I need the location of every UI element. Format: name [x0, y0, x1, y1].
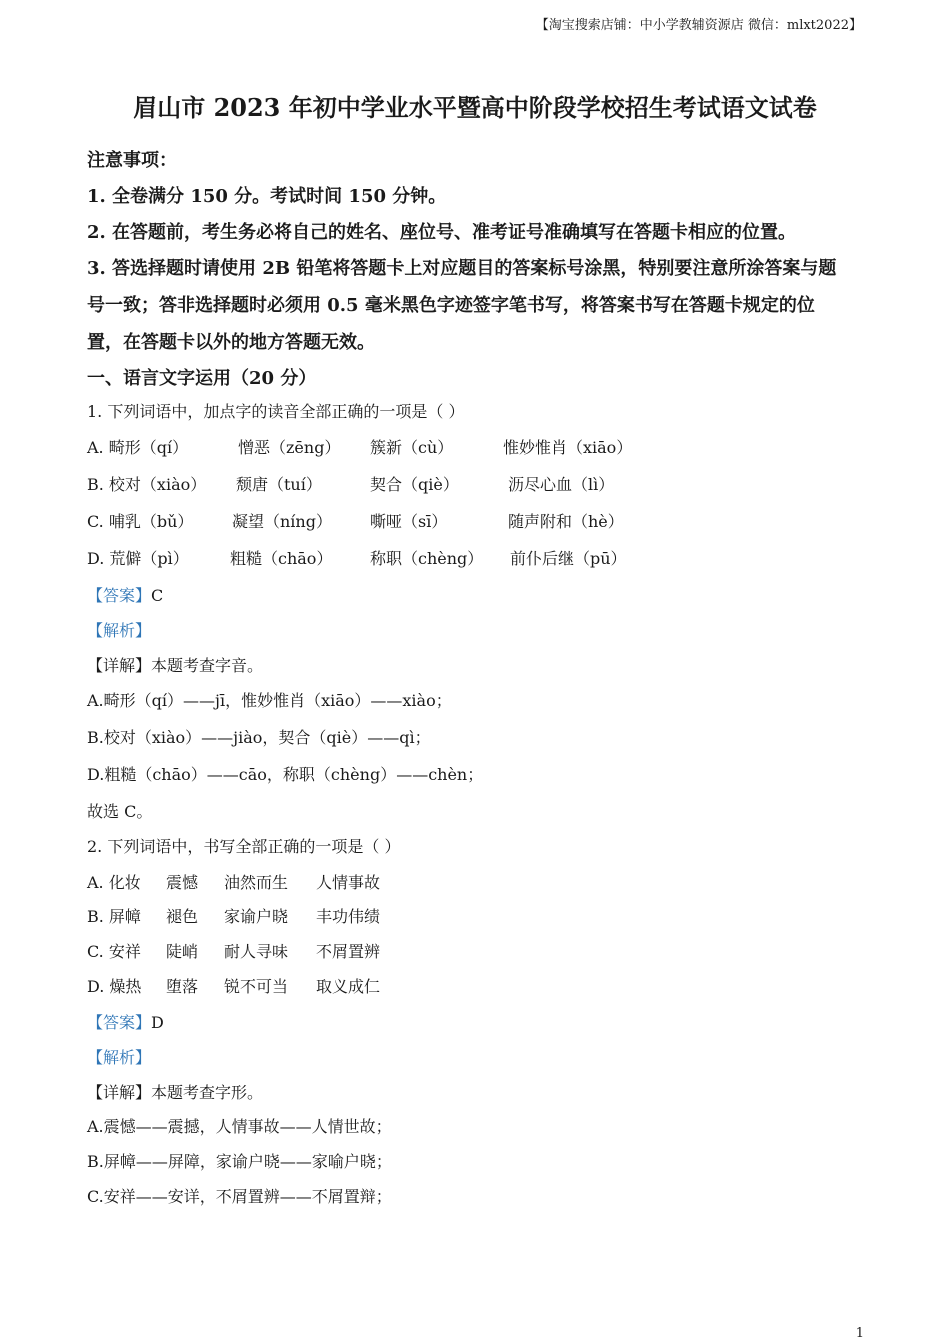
option-word: 沥尽心血（lì）: [508, 475, 615, 494]
option-word: 耐人寻味: [224, 942, 289, 961]
option-word: 憎恶（zēng）: [238, 438, 341, 457]
question-stem: 1. 下列词语中，加点字的读音全部正确的一项是（ ）: [87, 402, 465, 421]
analysis-label: 【解析】: [87, 1048, 152, 1067]
option-word: 粗糙（chāo）: [230, 549, 333, 568]
answer-value: D: [151, 1013, 164, 1032]
option-word: 锐不可当: [224, 977, 289, 996]
section-heading: 一、语言文字运用（20 分）: [87, 368, 317, 389]
option-word: 油然而生: [224, 873, 289, 892]
option-word: D. 燥热: [87, 977, 142, 996]
page-number: 1: [855, 1326, 864, 1341]
detail-line: C.安祥——安详，不屑置辨——不屑置辩；: [87, 1187, 392, 1206]
option-word: 颓唐（tuí）: [236, 475, 322, 494]
option-word: 称职（chèng）: [370, 549, 484, 568]
option-word: 取义成仁: [316, 977, 381, 996]
answer-label: 【答案】: [87, 1013, 152, 1032]
option-word: 契合（qiè）: [370, 475, 459, 494]
option-word: 随声附和（hè）: [508, 512, 624, 531]
analysis-label: 【解析】: [87, 621, 152, 640]
answer-value: C: [151, 586, 164, 605]
answer-line: [87, 583, 163, 606]
option-word: 前仆后继（pū）: [510, 549, 627, 568]
option-word: A. 化妆: [87, 873, 141, 892]
notice-line: 3. 答选择题时请使用 2B 铅笔将答题卡上对应题目的答案标号涂黑，特别要注意所涂答案与题: [87, 258, 837, 279]
detail-line: B.屏幛——屏障，家谕户晓——家喻户晓；: [87, 1152, 392, 1171]
detail-line: D.粗糙（chāo）——cāo，称职（chèng）——chèn；: [87, 765, 484, 784]
page-header: 【淘宝搜索店铺：中小学教辅资源店 微信：mlxt2022】: [535, 18, 862, 33]
detail-line: 【详解】本题考查字音。: [87, 656, 264, 675]
answer-line: [87, 1010, 164, 1033]
option-word: 惟妙惟肖（xiāo）: [503, 438, 633, 457]
detail-line: 故选 C。: [87, 802, 153, 821]
detail-line: A.畸形（qí）——jī，惟妙惟肖（xiāo）——xiào；: [87, 691, 452, 710]
detail-line: 【详解】本题考查字形。: [87, 1083, 264, 1102]
option-word: 人情事故: [316, 873, 381, 892]
option-word: C. 安祥: [87, 942, 141, 961]
option-word: 震憾: [166, 873, 199, 892]
detail-line: B.校对（xiào）——jiào，契合（qiè）——qì；: [87, 728, 431, 747]
notice-line: 2. 在答题前，考生务必将自己的姓名、座位号、准考证号准确填写在答题卡相应的位置。: [87, 222, 797, 243]
option-word: D. 荒僻（pì）: [87, 549, 189, 568]
exam-title: 眉山市 2023 年初中学业水平暨高中阶段学校招生考试语文试卷: [133, 93, 817, 122]
detail-line: A.震憾——震撼，人情事故——人情世故；: [87, 1117, 392, 1136]
option-word: 嘶哑（sī）: [370, 512, 448, 531]
option-word: 簇新（cù）: [370, 438, 454, 457]
option-word: B. 屏幛: [87, 907, 141, 926]
notice-heading: 注意事项：: [87, 150, 177, 171]
option-word: B. 校对（xiào）: [87, 475, 207, 494]
option-word: 家谕户晓: [224, 907, 289, 926]
notice-line: 1. 全卷满分 150 分。考试时间 150 分钟。: [87, 186, 447, 207]
notice-line: 置，在答题卡以外的地方答题无效。: [87, 332, 375, 353]
option-word: 陡峭: [166, 942, 199, 961]
option-word: 不屑置辨: [316, 942, 381, 961]
option-word: 凝望（níng）: [232, 512, 332, 531]
option-word: C. 哺乳（bǔ）: [87, 512, 194, 531]
option-word: 堕落: [166, 977, 199, 996]
notice-line: 号一致；答非选择题时必须用 0.5 毫米黑色字迹签字笔书写，将答案书写在答题卡规定的位: [87, 295, 815, 316]
answer-label: 【答案】: [87, 586, 152, 605]
option-word: A. 畸形（qí）: [87, 438, 189, 457]
option-word: 褪色: [166, 907, 199, 926]
question-stem: 2. 下列词语中，书写全部正确的一项是（ ）: [87, 837, 401, 856]
option-word: 丰功伟绩: [316, 907, 381, 926]
